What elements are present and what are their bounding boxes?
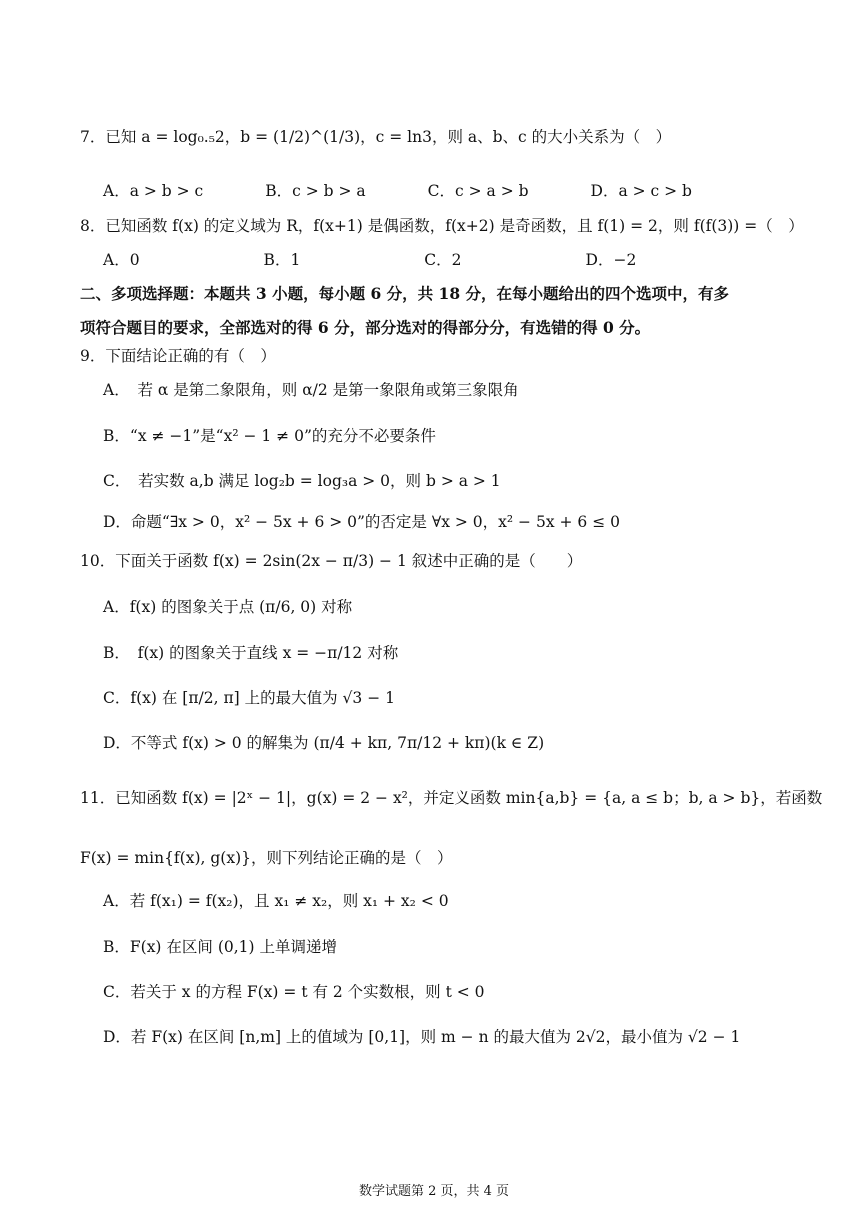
section-2-heading-line-2: 项符合题目的要求，全部选对的得 6 分，部分选对的得部分分，有选错的得 0 分。 [80,318,651,337]
question-8-options: A．0 B．1 C．2 D．−2 [103,251,637,269]
question-11-option-d: D．若 F(x) 在区间 [n,m] 上的值域为 [0,1]，则 m − n 的最大值为 2√2，最小值为 √2 − 1 [103,1028,741,1046]
question-11-stem-line-2: F(x) = min{f(x), g(x)}，则下列结论正确的是（ ） [80,849,453,867]
question-11-option-c: C．若关于 x 的方程 F(x) = t 有 2 个实数根，则 t < 0 [103,983,485,1001]
question-9-option-d: D．命题“∃x > 0，x² − 5x + 6 > 0”的否定是 ∀x > 0，x² − 5x + 6 ≤ 0 [103,513,620,531]
question-9-option-a: A． 若 α 是第二象限角，则 α/2 是第一象限角或第三象限角 [103,381,519,399]
question-10-option-a: A．f(x) 的图象关于点 (π/6, 0) 对称 [103,598,353,616]
section-2-heading-line-1: 二、多项选择题：本题共 3 小题，每小题 6 分，共 18 分，在每小题给出的四个选项中，有多 [80,284,730,303]
question-9-stem: 9．下面结论正确的有（ ） [80,347,276,365]
question-10-option-c: C．f(x) 在 [π/2, π] 上的最大值为 √3 − 1 [103,689,395,707]
question-11-option-a: A．若 f(x₁) = f(x₂)，且 x₁ ≠ x₂，则 x₁ + x₂ < 0 [103,892,449,910]
question-9-option-c: C． 若实数 a,b 满足 log₂b = log₃a > 0，则 b > a > 1 [103,472,501,490]
question-7-options: A．a > b > c B．c > b > a C．c > a > b D．a > c > b [103,182,692,200]
page-footer: 数学试题第 2 页，共 4 页 [358,1184,510,1199]
question-11-option-b: B．F(x) 在区间 (0,1) 上单调递增 [103,938,338,956]
question-10-stem: 10．下面关于函数 f(x) = 2sin(2x − π/3) − 1 叙述中正确的是（ ） [80,552,583,570]
question-8-stem: 8．已知函数 f(x) 的定义域为 R，f(x+1) 是偶函数，f(x+2) 是奇函数，且 f(1) = 2，则 f(f(3)) =（ ） [80,217,804,235]
question-10-option-b: B． f(x) 的图象关于直线 x = −π/12 对称 [103,644,399,662]
question-9-option-b: B．“x ≠ −1”是“x² − 1 ≠ 0”的充分不必要条件 [103,427,436,445]
question-7-stem: 7．已知 a = log₀.₅2，b = (1/2)^(1/3)，c = ln3，则 a、b、c 的大小关系为（ ） [80,128,672,146]
question-10-option-d: D．不等式 f(x) > 0 的解集为 (π/4 + kπ, 7π/12 + kπ)(k ∈ Z) [103,734,545,752]
question-11-stem-line-1: 11．已知函数 f(x) = |2ˣ − 1|，g(x) = 2 − x²，并定义函数 min{a,b} = {a, a ≤ b；b, a > b}，若函数 [80,789,823,807]
